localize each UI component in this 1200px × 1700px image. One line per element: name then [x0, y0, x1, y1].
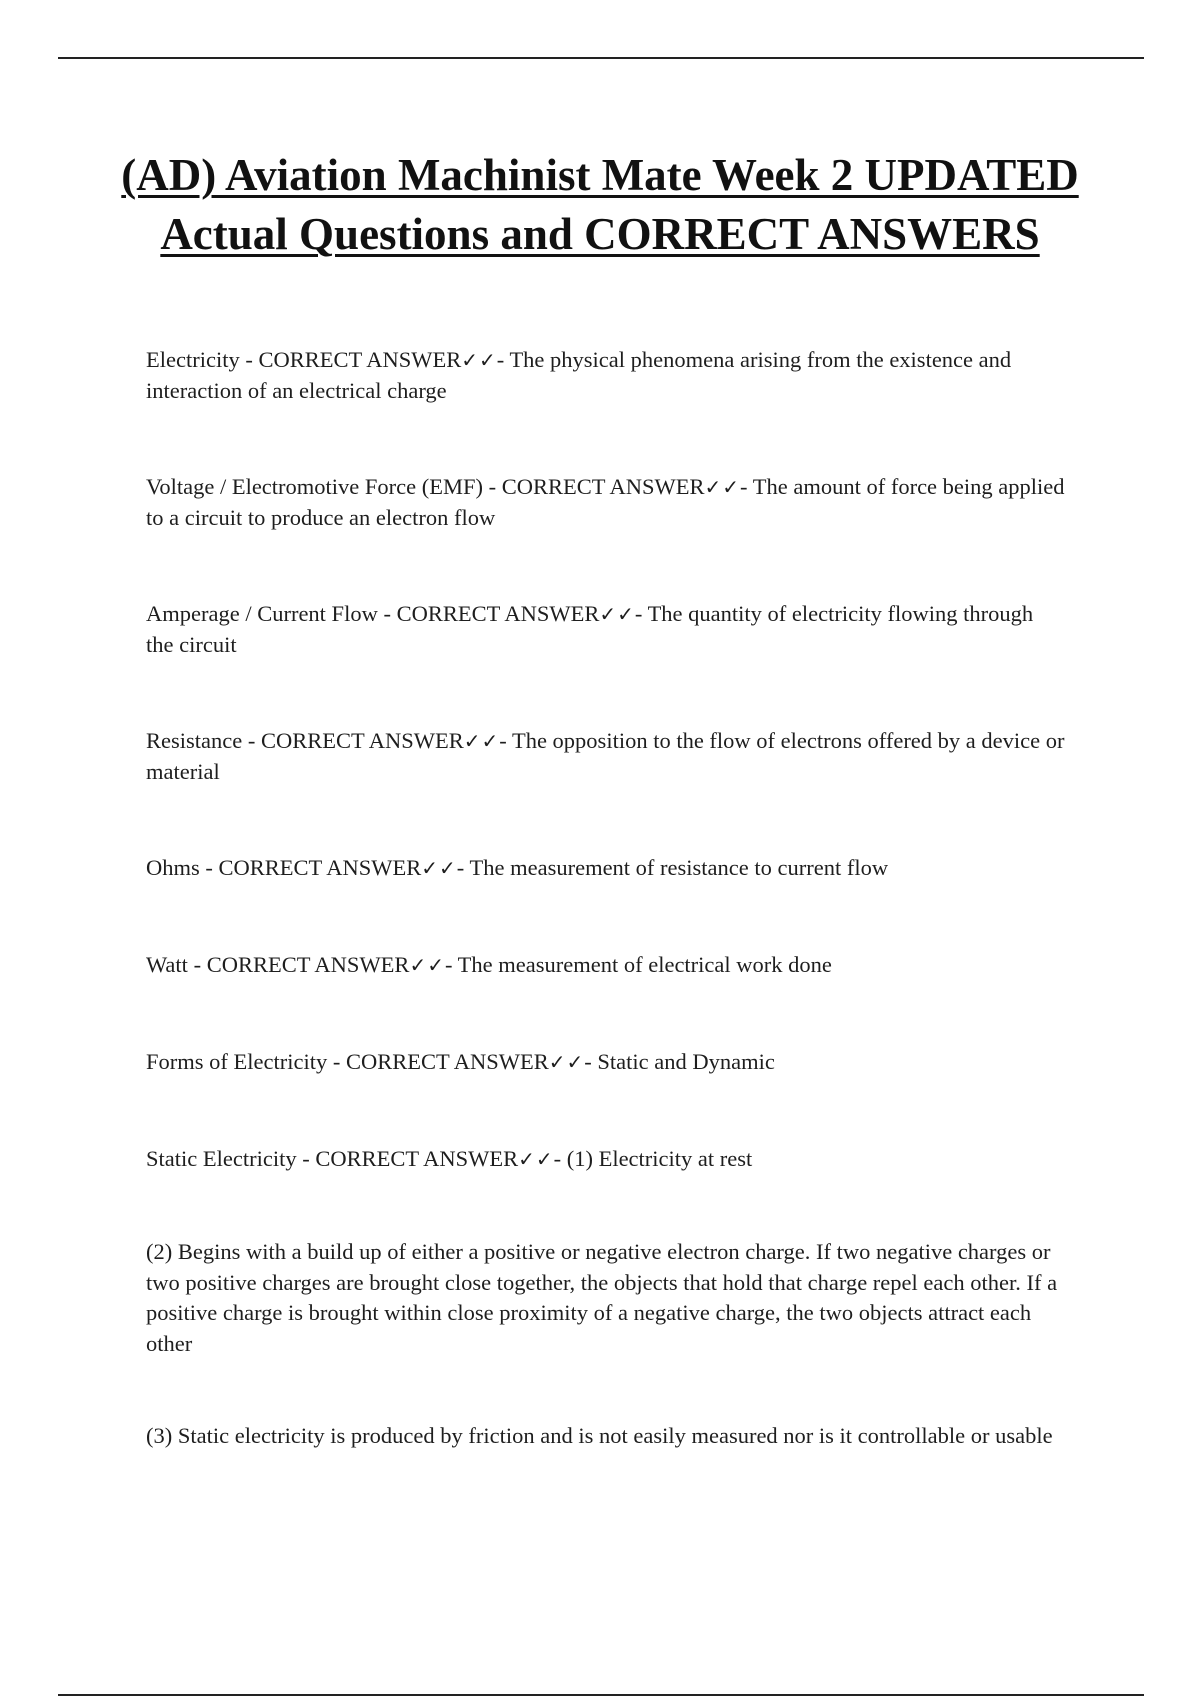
check-marks-icon: ✓✓	[409, 953, 445, 977]
term: Voltage / Electromotive Force (EMF)	[146, 474, 484, 499]
qa-entry-voltage: Voltage / Electromotive Force (EMF) - CORRECT ANSWER✓✓- The amount of force being applied to a circuit to produce an electron flow	[146, 474, 1065, 530]
qa-entry-amperage: Amperage / Current Flow - CORRECT ANSWER✓✓- The quantity of electricity flowing through the circuit	[146, 601, 1034, 657]
answer-marker: CORRECT ANSWER	[260, 728, 464, 753]
answer: The measurement of electrical work done	[457, 952, 832, 977]
bottom-rule	[58, 1694, 1144, 1696]
qa-entry-forms-of-electricity: Forms of Electricity - CORRECT ANSWER✓✓- Static and Dynamic	[146, 1049, 775, 1074]
check-marks-icon: ✓✓	[461, 348, 497, 372]
check-marks-icon: ✓✓	[548, 1050, 585, 1074]
qa-entry-electricity: Electricity - CORRECT ANSWER✓✓- The physical phenomena arising from the existence and interaction of an electrical charge	[146, 347, 1012, 403]
qa-entry-ohms: Ohms - CORRECT ANSWER✓✓- The measurement of resistance to current flow	[146, 855, 889, 880]
check-marks-icon: ✓✓	[421, 856, 457, 880]
answer: The amount of force being applied to a circuit to produce an electron flow	[146, 474, 1065, 530]
qa-entry-watt: Watt - CORRECT ANSWER✓✓- The measurement of electrical work done	[146, 952, 832, 977]
continuation-paragraph-2: (2) Begins with a build up of either a positive or negative electron charge. If two negative charges or two positive charges are brought close together, the objects that hold that charge repel each other. If a positive charge is brought within close proximity of a negative charge, the two objects attract each other	[146, 1239, 1058, 1356]
term: Forms of Electricity	[146, 1049, 328, 1074]
answer: The measurement of resistance to current flow	[469, 855, 889, 880]
answer: The physical phenomena arising from the existence and interaction of an electrical charge	[146, 347, 1012, 403]
check-marks-icon: ✓✓	[518, 1147, 554, 1171]
qa-entry-resistance: Resistance - CORRECT ANSWER✓✓- The opposition to the flow of electrons offered by a device or material	[146, 728, 1065, 784]
term: Amperage / Current Flow	[146, 601, 378, 626]
answer-marker: CORRECT ANSWER	[218, 855, 422, 880]
term: Watt	[146, 952, 188, 977]
term: Ohms	[146, 855, 200, 880]
check-marks-icon: ✓✓	[704, 475, 741, 499]
term: Electricity	[146, 347, 240, 372]
answer: (1) Electricity at rest	[566, 1146, 753, 1171]
term: Resistance	[146, 728, 243, 753]
answer: The quantity of electricity flowing through the circuit	[146, 601, 1034, 657]
check-marks-icon: ✓✓	[599, 602, 635, 626]
answer-marker: CORRECT ANSWER	[258, 347, 462, 372]
continuation-paragraph-3: (3) Static electricity is produced by friction and is not easily measured nor is it controllable or usable	[146, 1423, 1053, 1448]
answer-marker: CORRECT ANSWER	[396, 601, 600, 626]
term: Static Electricity	[146, 1146, 297, 1171]
document-title: (AD) Aviation Machinist Mate Week 2 UPDATED Actual Questions and CORRECT ANSWERS	[121, 150, 1079, 259]
answer-marker: CORRECT ANSWER	[315, 1146, 519, 1171]
top-rule	[58, 57, 1144, 59]
qa-entry-static-electricity: Static Electricity - CORRECT ANSWER✓✓- (1) Electricity at rest	[146, 1146, 753, 1171]
check-marks-icon: ✓✓	[463, 729, 500, 753]
answer-marker: CORRECT ANSWER	[501, 474, 705, 499]
answer-marker: CORRECT ANSWER	[206, 952, 410, 977]
answer: The opposition to the flow of electrons offered by a device or material	[146, 728, 1065, 784]
answer: Static and Dynamic	[597, 1049, 775, 1074]
answer-marker: CORRECT ANSWER	[345, 1049, 549, 1074]
